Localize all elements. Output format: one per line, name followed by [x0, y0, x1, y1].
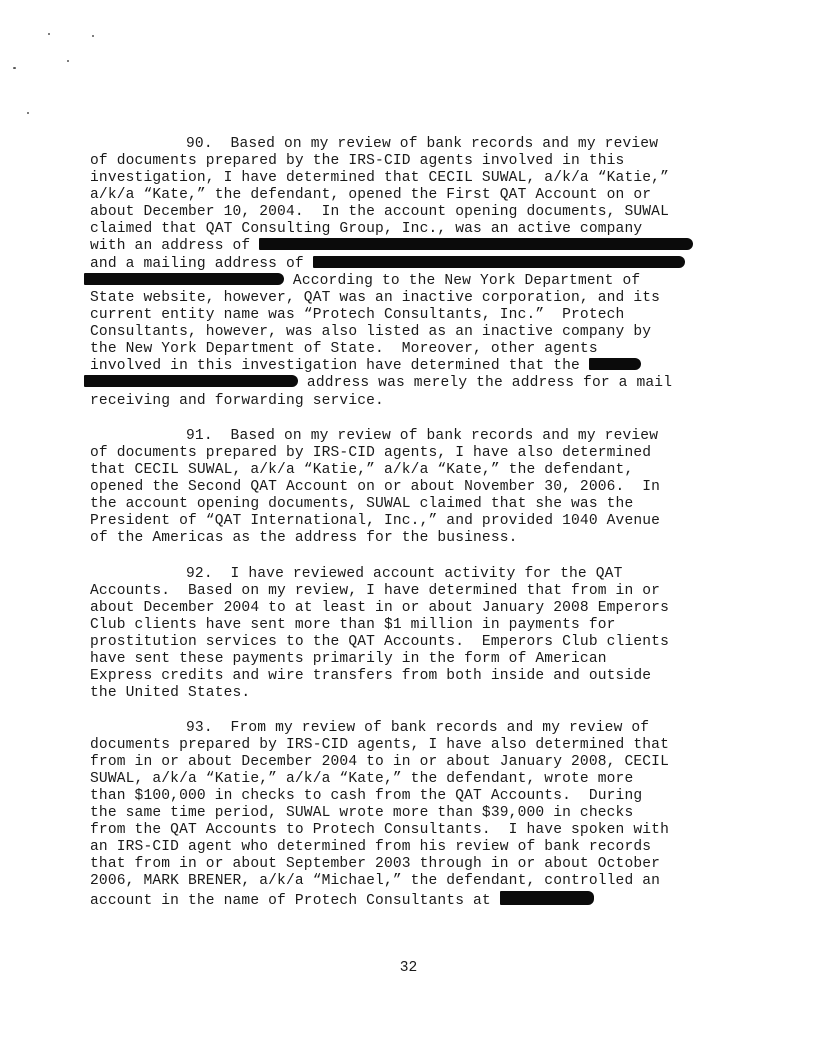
- text-line: that CECIL SUWAL, a/k/a “Katie,” a/k/a “Kate,” the defendant,: [90, 462, 634, 478]
- text-line: that from in or about September 2003 through in or about October: [90, 856, 661, 872]
- text-line: of documents prepared by IRS-CID agents, I have also determined: [90, 445, 652, 461]
- redaction-bar: [84, 273, 284, 285]
- text-line: documents prepared by IRS-CID agents, I have also determined that: [90, 737, 669, 753]
- text-line: [84, 375, 672, 392]
- redaction-bar: [84, 375, 298, 387]
- text-line: [90, 238, 693, 255]
- text-line: 93. From my review of bank records and my review of: [186, 720, 650, 736]
- text-line: Accounts. Based on my review, I have determined that from in or: [90, 583, 661, 599]
- text-line: 92. I have reviewed account activity for the QAT: [186, 566, 623, 582]
- text-line: of documents prepared by the IRS-CID agents involved in this: [90, 153, 625, 169]
- redaction-bar: [500, 891, 594, 905]
- scan-speck: [27, 112, 29, 114]
- text-line: investigation, I have determined that CECIL SUWAL, a/k/a “Katie,”: [90, 170, 669, 186]
- text-line: opened the Second QAT Account on or about November 30, 2006. In: [90, 479, 661, 495]
- text-line: prostitution services to the QAT Accounts. Emperors Club clients: [90, 634, 669, 650]
- redaction-bar: [589, 358, 641, 370]
- text-line: President of “QAT International, Inc.,” and provided 1040 Avenue: [90, 513, 661, 529]
- text-line: [90, 891, 594, 908]
- text-line: current entity name was “Protech Consultants, Inc.” Protech: [90, 307, 625, 323]
- text-line: Club clients have sent more than $1 million in payments for: [90, 617, 616, 633]
- text-segment: involved in this investigation have determined that the: [90, 358, 589, 374]
- text-line: receiving and forwarding service.: [90, 393, 384, 409]
- scan-speck: [48, 33, 50, 35]
- text-line: [90, 256, 685, 273]
- text-line: have sent these payments primarily in the form of American: [90, 651, 607, 667]
- scan-speck: [92, 35, 94, 37]
- text-line: claimed that QAT Consulting Group, Inc., was an active company: [90, 221, 643, 237]
- text-line: Express credits and wire transfers from both inside and outside: [90, 668, 652, 684]
- text-line: a/k/a “Kate,” the defendant, opened the First QAT Account on or: [90, 187, 652, 203]
- redaction-bar: [313, 256, 685, 268]
- scan-speck: [13, 67, 16, 69]
- text-line: Consultants, however, was also listed as an inactive company by: [90, 324, 652, 340]
- redaction-bar: [259, 238, 693, 250]
- text-line: the New York Department of State. Moreover, other agents: [90, 341, 598, 357]
- page-number: 32: [399, 960, 418, 976]
- text-line: [84, 273, 640, 290]
- text-segment: According to the New York Department of: [284, 273, 641, 289]
- text-line: SUWAL, a/k/a “Katie,” a/k/a “Kate,” the defendant, wrote more: [90, 771, 634, 787]
- text-segment: address was merely the address for a mail: [298, 375, 673, 391]
- text-segment: account in the name of Protech Consultants at: [90, 893, 500, 909]
- scan-speck: [67, 60, 69, 62]
- text-line: the United States.: [90, 685, 251, 701]
- text-line: of the Americas as the address for the business.: [90, 530, 518, 546]
- text-line: 90. Based on my review of bank records and my review: [186, 136, 659, 152]
- text-line: about December 2004 to at least in or about January 2008 Emperors: [90, 600, 669, 616]
- text-line: from in or about December 2004 to in or about January 2008, CECIL: [90, 754, 669, 770]
- text-line: the account opening documents, SUWAL claimed that she was the: [90, 496, 634, 512]
- text-line: State website, however, QAT was an inactive corporation, and its: [90, 290, 661, 306]
- text-line: about December 10, 2004. In the account opening documents, SUWAL: [90, 204, 669, 220]
- text-line: 2006, MARK BRENER, a/k/a “Michael,” the defendant, controlled an: [90, 873, 661, 889]
- text-line: than $100,000 in checks to cash from the QAT Accounts. During: [90, 788, 643, 804]
- text-line: an IRS-CID agent who determined from his review of bank records: [90, 839, 652, 855]
- text-line: from the QAT Accounts to Protech Consultants. I have spoken with: [90, 822, 669, 838]
- text-segment: and a mailing address of: [90, 256, 313, 272]
- text-line: 91. Based on my review of bank records and my review: [186, 428, 659, 444]
- text-line: [90, 358, 641, 375]
- text-line: the same time period, SUWAL wrote more than $39,000 in checks: [90, 805, 634, 821]
- text-segment: with an address of: [90, 238, 260, 254]
